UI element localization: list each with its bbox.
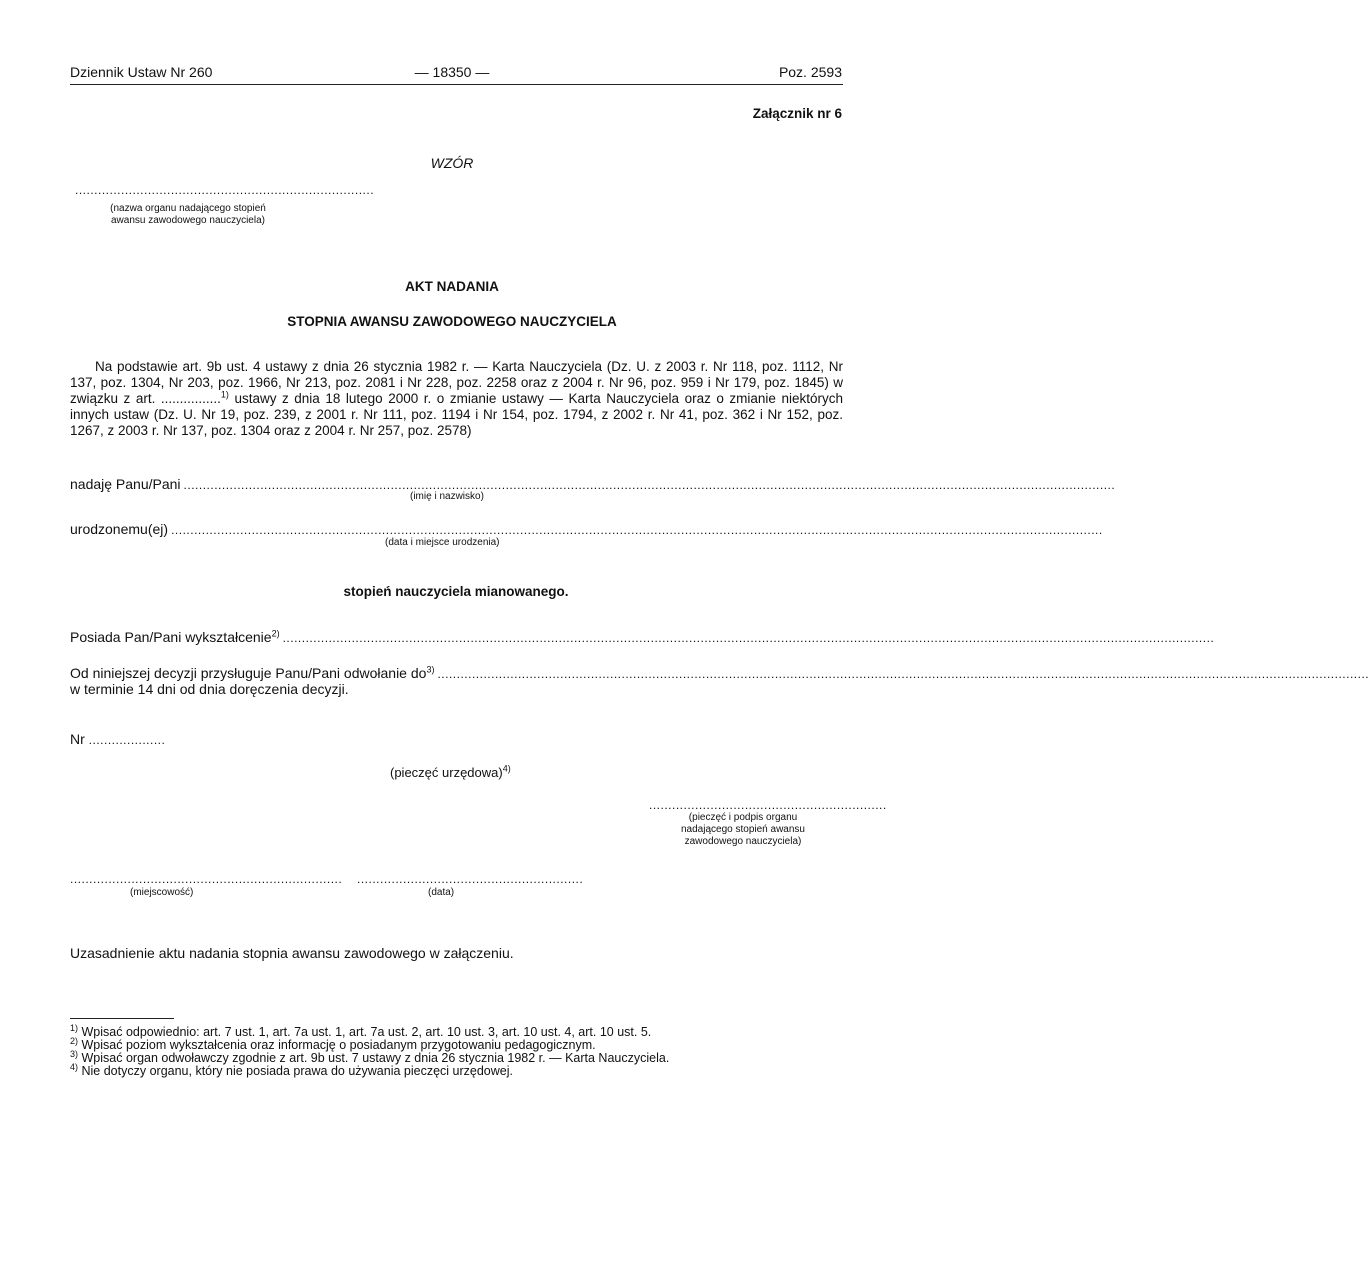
birth-caption: (data i miejsce urodzenia) — [385, 537, 500, 548]
place-caption: (miejscowość) — [130, 887, 194, 898]
appeal-dots: ................................................................................................................................................................................................................................................... — [437, 667, 1369, 681]
birth-line — [70, 521, 1103, 537]
template-label: WZÓR — [430, 155, 474, 171]
organ-name-dots: .............................................................................. — [75, 183, 375, 197]
signature-caption-line: (pieczęć i podpis organu — [688, 812, 798, 823]
footnotes — [70, 1022, 850, 1078]
name-caption: (imię i nazwisko) — [410, 491, 484, 502]
appeal-term: w terminie 14 dni od dnia doręczenia decyzji. — [70, 681, 349, 697]
position-number: Poz. 2593 — [778, 64, 842, 80]
annex-label: Załącznik nr 6 — [752, 106, 842, 121]
birth-label: urodzonemu(ej) — [70, 521, 169, 537]
number-dots: .................... — [88, 733, 166, 747]
organ-caption-line: awansu zawodowego nauczyciela) — [111, 215, 265, 226]
appeal-label: Od niniejszej decyzji przysługuje Panu/Pani odwołanie do — [70, 665, 427, 681]
place-dots: ....................................................................... — [70, 872, 343, 886]
degree-text: stopień nauczyciela mianowanego. — [343, 584, 569, 599]
education-label: Posiada Pan/Pani wykształcenie — [70, 629, 272, 645]
signature-caption-line: zawodowego nauczyciela) — [684, 836, 802, 847]
footnote-ref: 1) — [220, 389, 229, 400]
date-caption: (data) — [428, 887, 455, 898]
footnote-ref: 2) — [271, 628, 280, 639]
document-subtitle: STOPNIA AWANSU ZAWODOWEGO NAUCZYCIELA — [287, 314, 617, 329]
footnote-text: Wpisać organ odwoławczy zgodnie z art. 9b ust. 7 ustawy z dnia 26 stycznia 1982 r. — Karta Nauczyciela. — [81, 1051, 670, 1065]
footnote-number: 4) — [70, 1061, 79, 1072]
footnote-rule — [70, 1018, 174, 1019]
birth-dots: ................................................................................................................................................................................................................................................... — [171, 523, 1103, 537]
footnote-number: 3) — [70, 1048, 79, 1059]
journal-title: Dziennik Ustaw Nr 260 — [70, 64, 213, 80]
signature-caption-line: nadającego stopień awansu — [681, 824, 805, 835]
legal-basis-paragraph — [70, 359, 843, 439]
footnote — [70, 1061, 850, 1078]
signature-caption — [641, 812, 845, 848]
document-title: AKT NADANIA — [405, 279, 499, 294]
paragraph-text: Na podstawie art. 9b ust. 4 ustawy z dnia 26 stycznia 1982 r. — Karta Nauczyciela (Dz. U. z 2003 r. Nr 118, poz. 1112, Nr 137, poz. 1304, Nr 203, poz. 1966, Nr 213, poz. 2081 i Nr 228, poz. 2258 oraz z 2004 r. Nr 96, poz. 959 i Nr 179, poz. 1845) w związku z art. ................ — [70, 359, 843, 406]
official-seal — [390, 765, 511, 780]
footnote-text: Nie dotyczy organu, który nie posiada prawa do używania pieczęci urzędowej. — [81, 1064, 513, 1078]
name-label: nadaję Panu/Pani — [70, 476, 181, 492]
footnote-text: Wpisać odpowiednio: art. 7 ust. 1, art. 7a ust. 1, art. 7a ust. 2, art. 10 ust. 3, art. 10 ust. 4, art. 10 ust. 5. — [81, 1025, 652, 1039]
page-number: — 18350 — — [414, 64, 490, 80]
official-seal-label: (pieczęć urzędowa) — [390, 765, 503, 780]
organ-caption-line: (nazwa organu nadającego stopień — [110, 203, 266, 214]
signature-dots: .............................................................. — [649, 798, 887, 812]
footnote-text: Wpisać poziom wykształcenia oraz informację o posiadanym przygotowaniu pedagogicznym. — [81, 1038, 596, 1052]
justification-note: Uzasadnienie aktu nadania stopnia awansu zawodowego w załączeniu. — [70, 945, 514, 961]
organ-name-caption — [70, 203, 306, 227]
footnote-ref: 4) — [502, 763, 511, 774]
paragraph-text: ustawy z dnia 18 lutego 2000 r. o zmianie ustawy — Karta Nauczyciela oraz o zmianie niektórych innych ustaw (Dz. U. Nr 19, poz. 239, z 2001 r. Nr 111, poz. 1194 i Nr 154, poz. 1794, z 2002 r. Nr 41, poz. 362 i Nr 152, poz. 1267, z 2003 r. Nr 137, poz. 1304 oraz z 2004 r. Nr 257, poz. 2578) — [70, 391, 843, 438]
footnote-ref: 3) — [426, 664, 435, 675]
footnote-number: 1) — [70, 1022, 79, 1033]
appeal-line — [70, 664, 1369, 681]
header-rule — [70, 84, 843, 85]
number-line — [70, 731, 165, 747]
education-dots: ................................................................................................................................................................................................................................................... — [282, 631, 1215, 645]
date-dots: ........................................................... — [357, 872, 584, 886]
name-line — [70, 476, 1116, 492]
education-line — [70, 628, 1215, 645]
name-dots: ................................................................................................................................................................................................................................................... — [183, 478, 1116, 492]
number-label: Nr — [70, 731, 85, 747]
footnote-number: 2) — [70, 1035, 79, 1046]
